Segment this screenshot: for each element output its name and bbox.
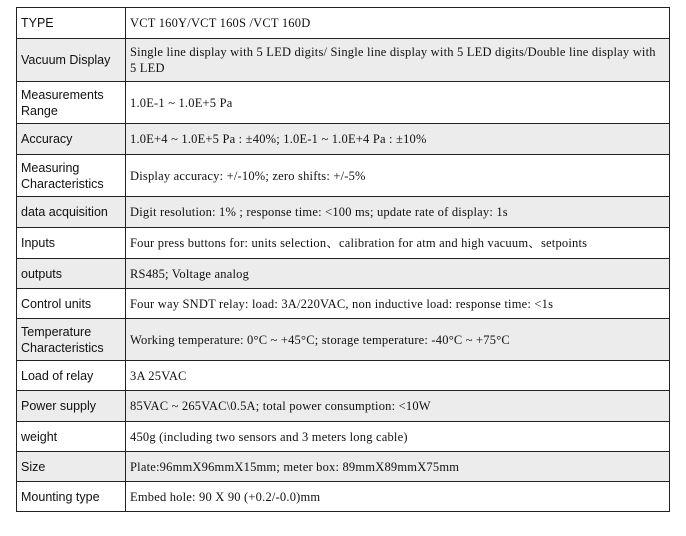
row-value-mounting-type: Embed hole: 90 X 90 (+0.2/-0.0)mm — [126, 482, 670, 512]
row-label-load-of-relay: Load of relay — [17, 361, 126, 391]
spec-sheet — [16, 7, 670, 512]
row-value-load-of-relay: 3A 25VAC — [126, 361, 670, 391]
table-row — [17, 391, 670, 422]
row-value-size: Plate:96mmX96mmX15mm; meter box: 89mmX89mmX75mm — [126, 452, 670, 482]
table-row — [17, 124, 670, 155]
row-value-data-acquisition: Digit resolution: 1% ; response time: <100 ms; update rate of display: 1s — [126, 197, 670, 228]
table-row — [17, 482, 670, 512]
table-row — [17, 39, 670, 82]
row-label-measuring-characteristics: Measuring Characteristics — [17, 155, 126, 197]
row-label-type: TYPE — [17, 8, 126, 39]
row-label-measurements-range: Measurements Range — [17, 82, 126, 124]
table-row — [17, 422, 670, 452]
row-label-power-supply: Power supply — [17, 391, 126, 422]
row-label-weight: weight — [17, 422, 126, 452]
row-value-type: VCT 160Y/VCT 160S /VCT 160D — [126, 8, 670, 39]
row-value-outputs: RS485; Voltage analog — [126, 259, 670, 289]
table-row — [17, 8, 670, 39]
table-row — [17, 228, 670, 259]
row-label-inputs: Inputs — [17, 228, 126, 259]
table-row — [17, 155, 670, 197]
row-value-weight: 450g (including two sensors and 3 meters long cable) — [126, 422, 670, 452]
row-value-inputs: Four press buttons for: units selection、calibration for atm and high vacuum、setpoints — [126, 228, 670, 259]
row-label-mounting-type: Mounting type — [17, 482, 126, 512]
row-value-measurements-range: 1.0E-1 ~ 1.0E+5 Pa — [126, 82, 670, 124]
row-value-control-units: Four way SNDT relay: load: 3A/220VAC, non inductive load: response time: <1s — [126, 289, 670, 319]
row-value-accuracy: 1.0E+4 ~ 1.0E+5 Pa : ±40%; 1.0E-1 ~ 1.0E+4 Pa : ±10% — [126, 124, 670, 155]
row-label-temperature-characteristics: Temperature Characteristics — [17, 319, 126, 361]
table-row — [17, 361, 670, 391]
table-row — [17, 452, 670, 482]
row-label-outputs: outputs — [17, 259, 126, 289]
row-label-data-acquisition: data acquisition — [17, 197, 126, 228]
table-row — [17, 82, 670, 124]
row-value-power-supply: 85VAC ~ 265VAC\0.5A; total power consumption: <10W — [126, 391, 670, 422]
row-value-temperature-characteristics: Working temperature: 0°C ~ +45°C; storage temperature: -40°C ~ +75°C — [126, 319, 670, 361]
table-row — [17, 259, 670, 289]
row-label-control-units: Control units — [17, 289, 126, 319]
table-row — [17, 319, 670, 361]
row-label-size: Size — [17, 452, 126, 482]
specification-table — [16, 7, 670, 512]
table-row — [17, 289, 670, 319]
row-label-accuracy: Accuracy — [17, 124, 126, 155]
row-value-vacuum-display: Single line display with 5 LED digits/ Single line display with 5 LED digits/Double line display with 5 LED — [126, 39, 670, 82]
table-row — [17, 197, 670, 228]
row-value-measuring-characteristics: Display accuracy: +/-10%; zero shifts: +/-5% — [126, 155, 670, 197]
row-label-vacuum-display: Vacuum Display — [17, 39, 126, 82]
